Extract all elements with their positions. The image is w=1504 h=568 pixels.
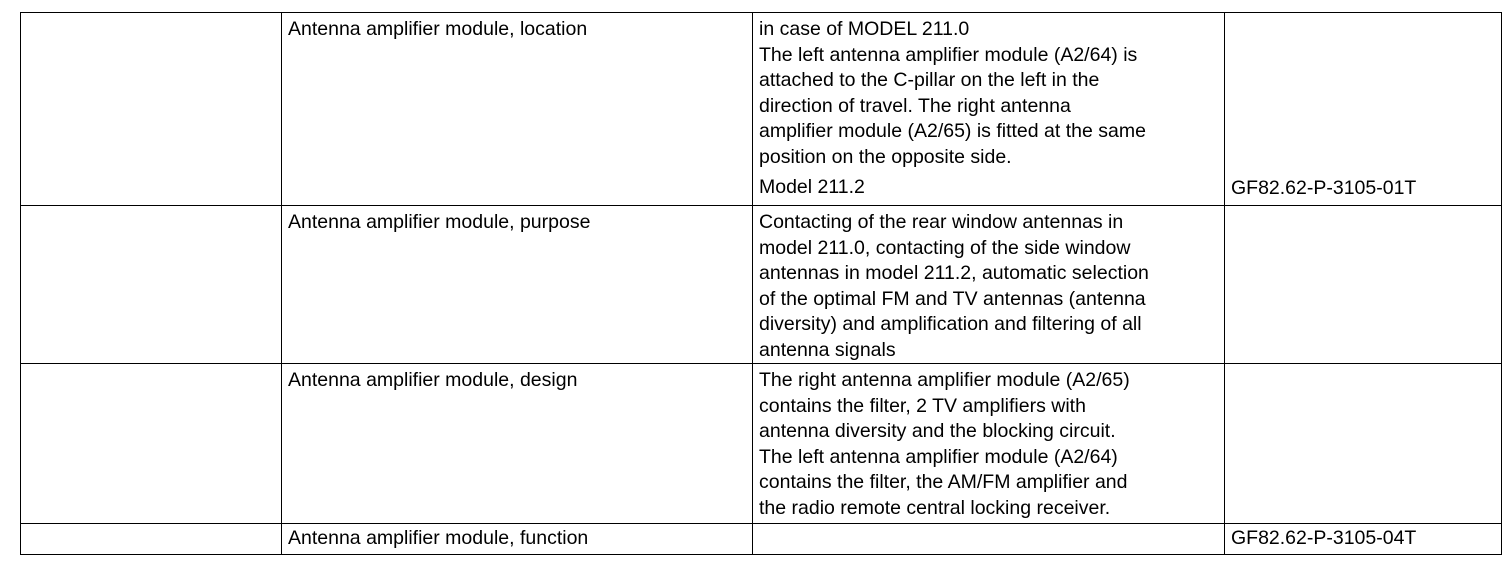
document-table xyxy=(20,12,1502,555)
description-line: antennas in model 211.2, automatic selection xyxy=(759,262,1149,284)
description-line: The right antenna amplifier module (A2/65) xyxy=(759,369,1130,391)
topic-cell xyxy=(282,524,753,555)
description-line: of the optimal FM and TV antennas (antenna xyxy=(759,287,1146,310)
topic-text: Antenna amplifier module, location xyxy=(288,18,588,40)
description-line: model 211.0, contacting of the side window xyxy=(759,236,1131,259)
table-row xyxy=(21,13,1502,206)
topic-cell xyxy=(282,364,753,524)
reference-code: GF82.62-P-3105-04T xyxy=(1231,527,1417,549)
topic-text: Antenna amplifier module, purpose xyxy=(288,211,591,233)
description-line: position on the opposite side. xyxy=(759,145,1012,168)
description-line: direction of travel. The right antenna xyxy=(759,94,1071,117)
blank-cell xyxy=(21,364,282,524)
reference-cell xyxy=(1225,13,1502,206)
description-line: antenna diversity and the blocking circuit. xyxy=(759,420,1116,442)
blank-cell xyxy=(21,13,282,206)
blank-cell xyxy=(21,206,282,364)
description-cell xyxy=(753,364,1225,524)
reference-code: GF82.62-P-3105-01T xyxy=(1231,176,1417,199)
description-line: diversity) and amplification and filtering of all xyxy=(759,313,1142,335)
description-line: antenna signals xyxy=(759,338,896,361)
description-line: the radio remote central locking receiver. xyxy=(759,496,1111,519)
reference-cell xyxy=(1225,524,1502,555)
topic-cell xyxy=(282,206,753,364)
topic-text: Antenna amplifier module, design xyxy=(288,369,578,391)
table-row xyxy=(21,524,1502,555)
table-row xyxy=(21,206,1502,364)
description-line: attached to the C-pillar on the left in the xyxy=(759,69,1100,91)
description-cell xyxy=(753,524,1225,555)
blank-cell xyxy=(21,524,282,555)
description-line: in case of MODEL 211.0 xyxy=(759,18,970,40)
description-line: The left antenna amplifier module (A2/64) is xyxy=(759,43,1138,66)
description-line: The left antenna amplifier module (A2/64) xyxy=(759,445,1118,468)
topic-text: Antenna amplifier module, function xyxy=(288,527,589,549)
reference-cell xyxy=(1225,364,1502,524)
description-cell xyxy=(753,206,1225,364)
description-cell xyxy=(753,13,1225,206)
table-row xyxy=(21,364,1502,524)
description-line: contains the filter, 2 TV amplifiers with xyxy=(759,394,1086,417)
description-line: Contacting of the rear window antennas in xyxy=(759,211,1124,233)
model-note: Model 211.2 xyxy=(759,176,865,198)
description-line: amplifier module (A2/65) is fitted at the same xyxy=(759,120,1146,142)
reference-cell xyxy=(1225,206,1502,364)
topic-cell xyxy=(282,13,753,206)
description-line: contains the filter, the AM/FM amplifier and xyxy=(759,471,1128,493)
